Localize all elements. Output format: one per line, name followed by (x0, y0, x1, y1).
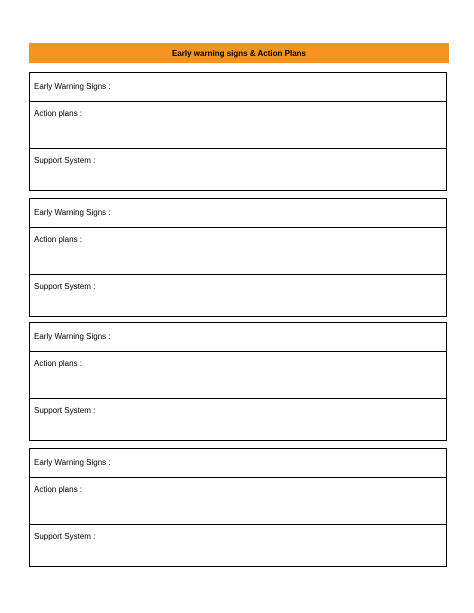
early-warning-signs-label: Early Warning Signs : (34, 458, 111, 467)
plan-block-3 (29, 322, 447, 441)
action-plans-field[interactable] (30, 101, 446, 148)
early-warning-signs-field[interactable] (30, 323, 446, 351)
support-system-field[interactable] (30, 398, 446, 440)
support-system-label: Support System : (34, 156, 96, 165)
early-warning-signs-label: Early Warning Signs : (34, 332, 111, 341)
support-system-field[interactable] (30, 524, 446, 566)
action-plans-field[interactable] (30, 477, 446, 524)
support-system-label: Support System : (34, 406, 96, 415)
plan-block-4 (29, 448, 447, 567)
early-warning-signs-field[interactable] (30, 449, 446, 477)
action-plans-label: Action plans : (34, 485, 83, 494)
action-plans-label: Action plans : (34, 109, 83, 118)
plan-block-1 (29, 72, 447, 191)
action-plans-field[interactable] (30, 351, 446, 398)
action-plans-label: Action plans : (34, 235, 83, 244)
action-plans-label: Action plans : (34, 359, 83, 368)
plan-block-2 (29, 198, 447, 317)
early-warning-signs-label: Early Warning Signs : (34, 82, 111, 91)
page-title-bar (29, 43, 449, 63)
support-system-label: Support System : (34, 532, 96, 541)
page-title: Early warning signs & Action Plans (172, 48, 306, 58)
early-warning-signs-field[interactable] (30, 199, 446, 227)
early-warning-signs-label: Early Warning Signs : (34, 208, 111, 217)
support-system-field[interactable] (30, 148, 446, 190)
support-system-label: Support System : (34, 282, 96, 291)
early-warning-signs-field[interactable] (30, 73, 446, 101)
support-system-field[interactable] (30, 274, 446, 316)
action-plans-field[interactable] (30, 227, 446, 274)
